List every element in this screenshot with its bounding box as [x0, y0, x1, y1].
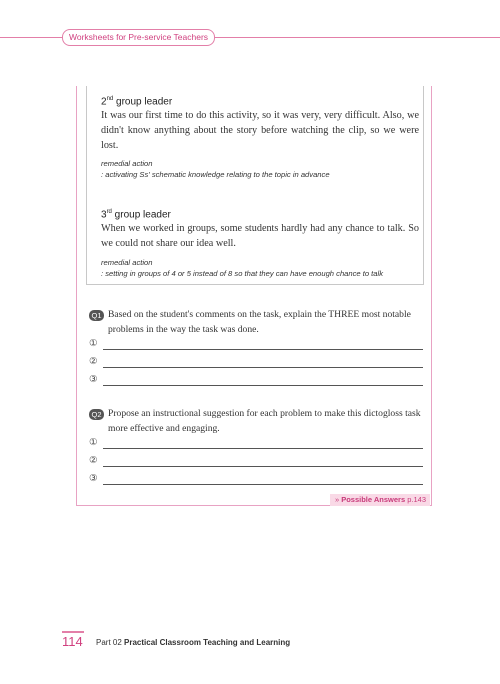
ordinal-suffix: rd — [106, 209, 112, 215]
answer-number: ③ — [89, 375, 98, 385]
footer-part-title: Practical Classroom Teaching and Learning — [124, 638, 291, 647]
possible-answers-label: Possible Answers — [341, 495, 406, 504]
remedial-text: : activating Ss' schematic knowledge relating to the topic in advance — [101, 170, 330, 179]
comment-title — [101, 96, 172, 107]
footer-accent — [62, 631, 84, 633]
double-chevron-icon: » — [334, 495, 340, 504]
ordinal: 3 — [101, 209, 107, 221]
answer-number: ② — [89, 357, 98, 367]
remedial-label: remedial action — [101, 258, 153, 267]
question-badge: Q1 — [89, 310, 104, 321]
header-tab: Worksheets for Pre-service Teachers — [62, 29, 215, 46]
comment-text: It was our first time to do this activity, so it was very, very difficult. Also, we didn't know anything about the story before watching the clip, so we were lost. — [101, 110, 419, 151]
comment-title — [101, 209, 171, 220]
possible-answers-page: p.143 — [405, 495, 426, 504]
question-text: Propose an instructional suggestion for each problem to make this dictogloss task more effective and engaging. — [108, 408, 421, 434]
ordinal-suffix: nd — [106, 96, 114, 102]
question-text: Based on the student's comments on the task, explain the THREE most notable problems in the way the task was done. — [108, 309, 411, 335]
remedial-label: remedial action — [101, 159, 153, 168]
answer-number: ② — [89, 456, 98, 466]
answer-number: ① — [89, 339, 98, 349]
answer-number: ③ — [89, 474, 98, 484]
footer-title — [96, 638, 290, 647]
footer-part: Part 02 — [96, 638, 125, 647]
title-rest: group leader — [111, 209, 171, 221]
answer-line[interactable] — [103, 466, 423, 467]
answer-number: ① — [89, 438, 98, 448]
answer-line[interactable] — [103, 349, 423, 350]
remedial-text: : setting in groups of 4 or 5 instead of 8 so that they can have enough chance to talk — [101, 269, 383, 278]
answer-line[interactable] — [103, 484, 423, 485]
page-number: 114 — [62, 634, 83, 649]
possible-answers-tag[interactable] — [330, 494, 430, 506]
answer-line[interactable] — [103, 367, 423, 368]
comment-text: When we worked in groups, some students hardly had any chance to talk. So we could not share our idea well. — [101, 223, 419, 249]
answer-line[interactable] — [103, 448, 423, 449]
question-badge: Q2 — [89, 409, 104, 420]
title-rest: group leader — [113, 96, 173, 108]
answer-line[interactable] — [103, 385, 423, 386]
ordinal: 2 — [101, 96, 107, 108]
